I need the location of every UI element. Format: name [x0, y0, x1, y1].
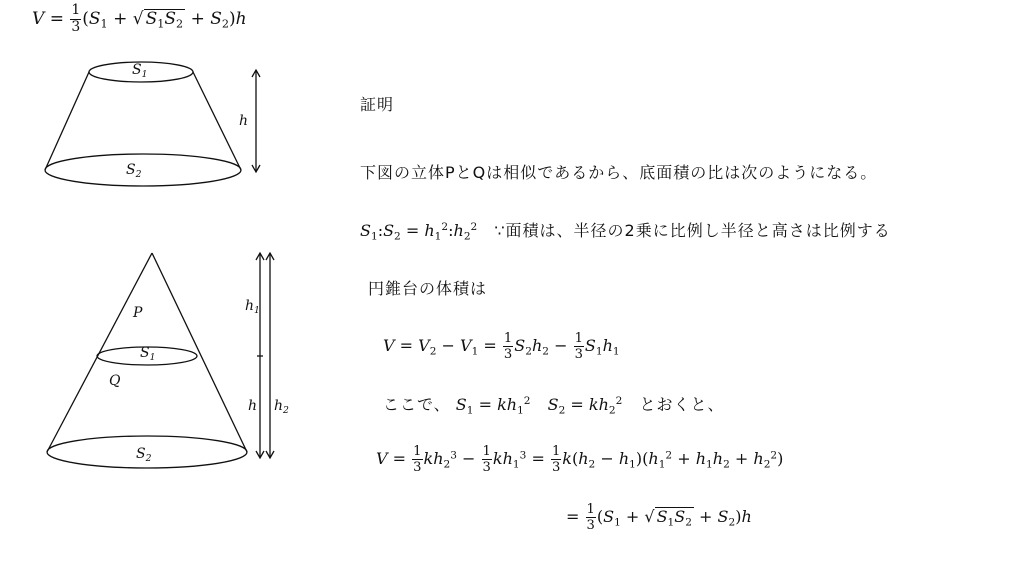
formula-s1: S: [88, 8, 101, 29]
formula-sqrt-s2-sub: 2: [176, 17, 184, 31]
proof-title: 証明: [360, 95, 395, 114]
final-result-equation: = $\frac{1}{3}$ ($S_1$ + √ $S_1S_2 + S_2)h$: [566, 502, 752, 534]
frustum-label-s1: $S_1$: [132, 62, 148, 80]
formula-close: ): [229, 8, 236, 29]
cone-label-q: Q: [109, 373, 121, 389]
area-ratio-line: $S_1:S_2$ = $h_1^2:h_2^2$ ∵面積は、半径の2乗に比例し半径と高さは比例する: [360, 221, 891, 243]
formula-sqrt-s1: S: [145, 8, 158, 29]
formula-h: h: [235, 8, 247, 29]
formula-v: V: [32, 8, 45, 29]
formula-sqrt-s2: S: [164, 8, 177, 29]
frustum-label-s2-sub: 2: [135, 168, 142, 180]
area-ratio-reason: ∵面積は、半径の2乗に比例し半径と高さは比例する: [494, 221, 891, 240]
cone-label-s2: $S_2$: [136, 446, 152, 464]
frustum-volume-intro: 円錐台の体積は: [368, 279, 488, 298]
cone-label-h: h: [248, 398, 258, 414]
cone-label-s1-sub: 1: [149, 351, 156, 363]
frustum-label-h: h: [239, 113, 249, 129]
formula-sqrt-s1-sub: 1: [157, 17, 165, 31]
cone-label-s1: $S_1$: [140, 345, 156, 363]
proof-similarity-line: 下図の立体PとQは相似であるから、底面積の比は次のようになる。: [360, 163, 878, 182]
expansion-equation: V = $\frac{1}{3}$ $kh_2^3$ − $\frac{1}{3}$ $kh_1^3$ = $\frac{1}{3}$ $k(h_2 - h_1)(h_1^2 + h_1h_2 + h_2^2)$: [376, 444, 784, 476]
formula-eq: =: [49, 8, 64, 29]
frustum-left-edge: [45, 72, 89, 170]
frustum-label-s2: $S_2$: [126, 162, 142, 180]
frustum-diagram: [0, 0, 300, 200]
cone-label-s2-sub: 2: [145, 452, 152, 464]
formula-open: (: [82, 8, 89, 29]
substitution-line: ここで、 $S_1 = kh_1^2$ $S_2 = kh_2^2$ とおくと、: [383, 395, 725, 417]
cone-label-h1: $h_1$: [245, 298, 260, 316]
frustum-bottom-ellipse: [45, 154, 241, 186]
cone-label-p: P: [133, 305, 143, 321]
cone-right-edge: [149, 253, 247, 452]
formula-frac-num: 1: [71, 2, 81, 18]
cone-label-h1-sub: 1: [254, 304, 260, 316]
formula-s2-sub: 2: [221, 17, 230, 31]
frustum-right-edge: [193, 72, 241, 170]
formula-s1-sub: 1: [100, 17, 108, 31]
formula-frac-den: 3: [71, 18, 81, 35]
formula-sqrt: √ $S_1S_2$: [132, 8, 184, 31]
frustum-label-s1-sub: 1: [141, 68, 148, 80]
formula-plus2: +: [190, 8, 205, 29]
formula-s2: S: [210, 8, 222, 29]
volume-difference-equation: $V = V_2 - V_1$ = $\frac{1}{3}$ $S_2h_2$ − $\frac{1}{3}$ $S_1h_1$: [383, 331, 620, 363]
cone-label-h2: $h_2$: [274, 398, 289, 416]
cone-label-h2-sub: 2: [283, 404, 289, 416]
formula-plus1: +: [113, 8, 128, 29]
